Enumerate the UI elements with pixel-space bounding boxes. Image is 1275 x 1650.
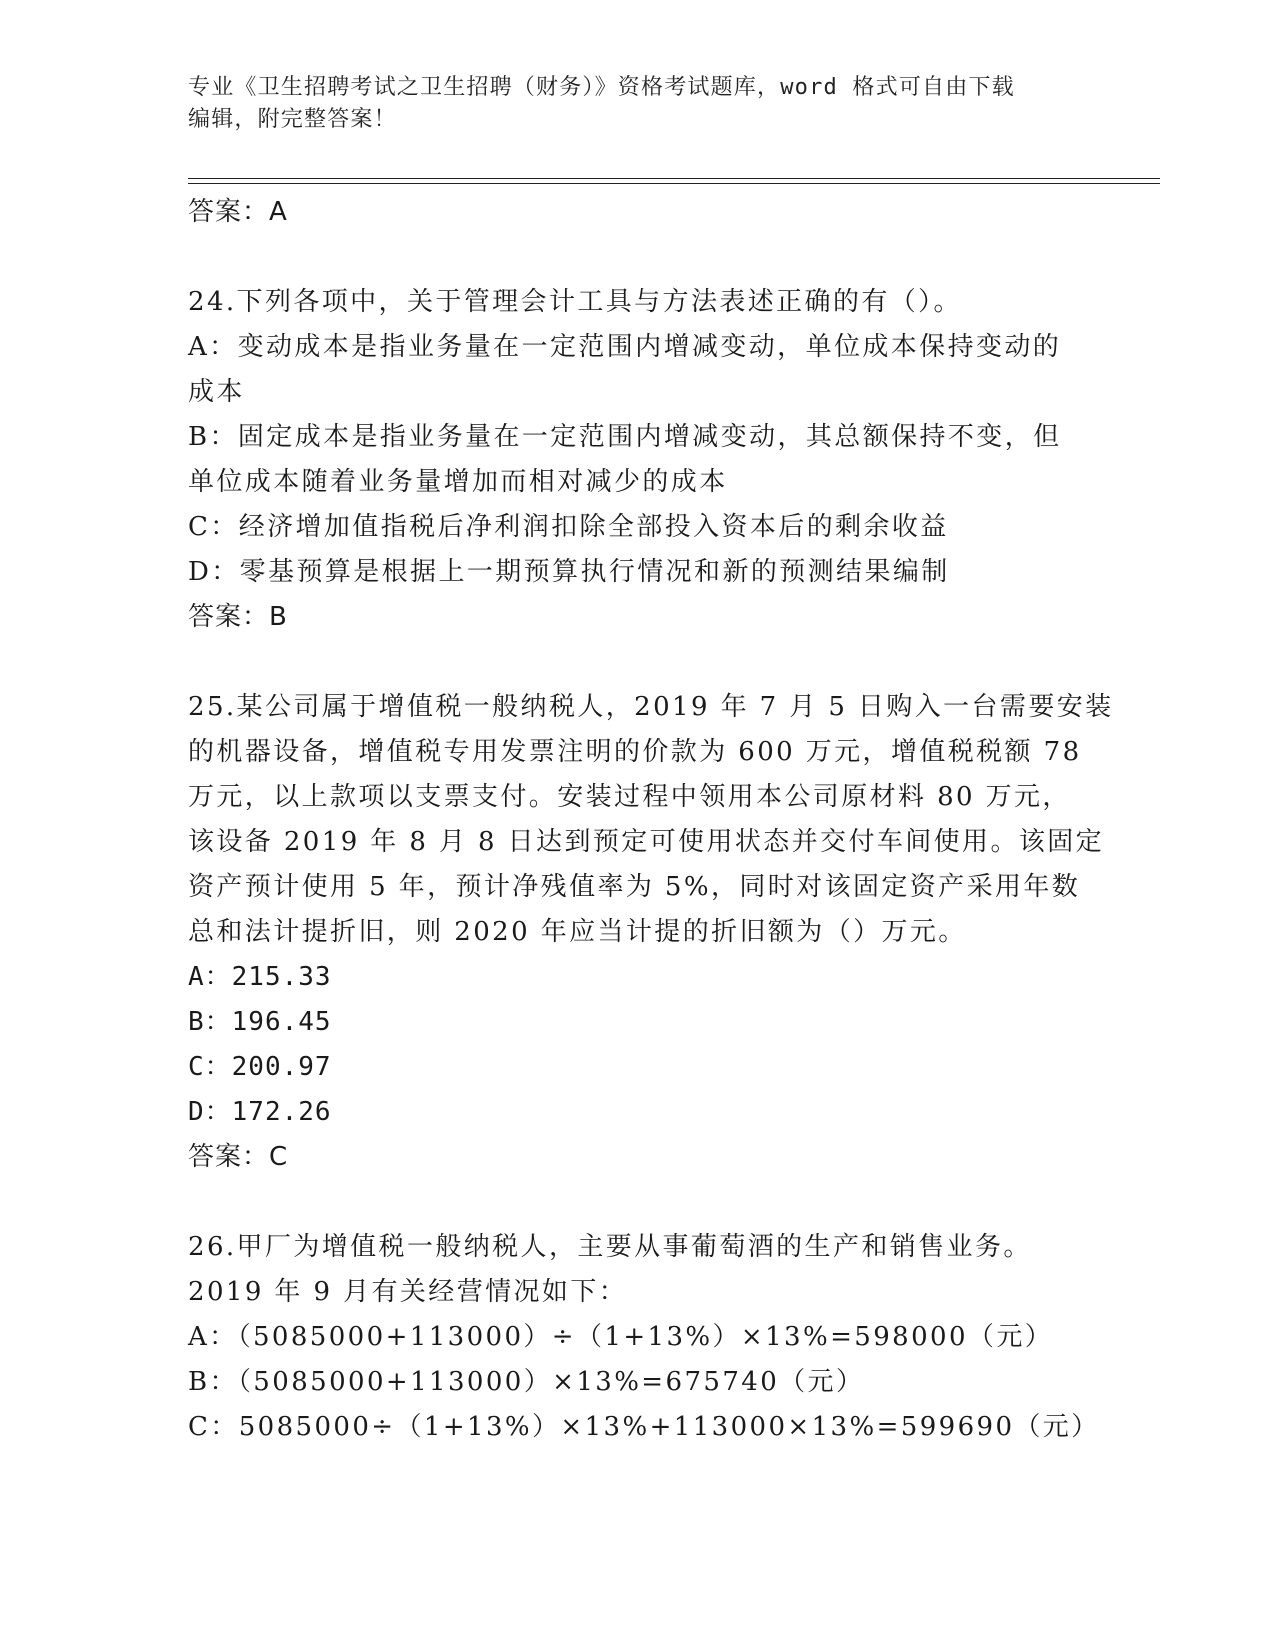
- question-26: [188, 1225, 1100, 1450]
- answer-value: B: [269, 602, 288, 632]
- option-d: D：172.26: [188, 1097, 332, 1127]
- question-stem-line: 2019 年 9 月有关经营情况如下：: [188, 1277, 628, 1307]
- answer-value: C: [269, 1142, 289, 1172]
- header-line-1: 专业《卫生招聘考试之卫生招聘（财务）》资格考试题库，word 格式可自由下载: [188, 75, 1015, 100]
- option-a-line-1: A：变动成本是指业务量在一定范围内增减变动，单位成本保持变动的: [188, 332, 1062, 362]
- answer-25: [188, 1135, 1088, 1180]
- header-line-2: 编辑，附完整答案！: [188, 107, 397, 132]
- question-stem-line: 总和法计提折旧，则 2020 年应当计提的折旧额为（）万元。: [188, 917, 967, 947]
- option-c: C：5085000÷（1+13%）×13%+113000×13%=599690（元）: [188, 1412, 1100, 1442]
- spacer: [188, 1180, 1088, 1225]
- header-divider-bottom: [188, 183, 1160, 184]
- option-b-line-2: 单位成本随着业务量增加而相对减少的成本: [188, 467, 728, 497]
- option-a: A：（5085000+113000）÷（1+13%）×13%=598000（元）: [188, 1322, 1054, 1352]
- answer-24: [188, 595, 1088, 640]
- option-a-line-2: 成本: [188, 377, 245, 407]
- question-stem-line: 该设备 2019 年 8 月 8 日达到预定可使用状态并交付车间使用。该固定: [188, 827, 1105, 857]
- option-b-line-1: B：固定成本是指业务量在一定范围内增减变动，其总额保持不变，但: [188, 422, 1062, 452]
- option-b: B：196.45: [188, 1007, 332, 1037]
- header-divider-top: [188, 178, 1160, 179]
- question-content: [188, 190, 1114, 1450]
- question-25: [188, 685, 1114, 1180]
- question-stem-line: 25.某公司属于增值税一般纳税人，2019 年 7 月 5 日购入一台需要安装: [188, 692, 1114, 722]
- question-stem-line: 26.甲厂为增值税一般纳税人，主要从事葡萄酒的生产和销售业务。: [188, 1232, 1032, 1262]
- option-d: D：零基预算是根据上一期预算执行情况和新的预测结果编制: [188, 557, 950, 587]
- option-b: B：（5085000+113000）×13%=675740（元）: [188, 1367, 865, 1397]
- question-stem-line: 万元，以上款项以支票支付。安装过程中领用本公司原材料 80 万元，: [188, 782, 1071, 812]
- question-stem-line: 24.下列各项中，关于管理会计工具与方法表述正确的有（）。: [188, 287, 962, 317]
- spacer: [188, 235, 1088, 280]
- document-header: [188, 72, 1088, 136]
- question-stem-line: 的机器设备，增值税专用发票注明的价款为 600 万元，增值税税额 78: [188, 737, 1082, 767]
- answer-label: 答案：: [188, 197, 270, 227]
- previous-answer: [188, 190, 1088, 235]
- spacer: [188, 640, 1088, 685]
- answer-value: A: [269, 197, 288, 227]
- question-24: [188, 280, 1088, 640]
- answer-label: 答案：: [188, 602, 270, 632]
- option-c: C：经济增加值指税后净利润扣除全部投入资本后的剩余收益: [188, 512, 949, 542]
- option-c: C：200.97: [188, 1052, 332, 1082]
- option-a: A：215.33: [188, 962, 332, 992]
- question-stem-line: 资产预计使用 5 年，预计净残值率为 5%，同时对该固定资产采用年数: [188, 872, 1081, 902]
- answer-label: 答案：: [188, 1142, 270, 1172]
